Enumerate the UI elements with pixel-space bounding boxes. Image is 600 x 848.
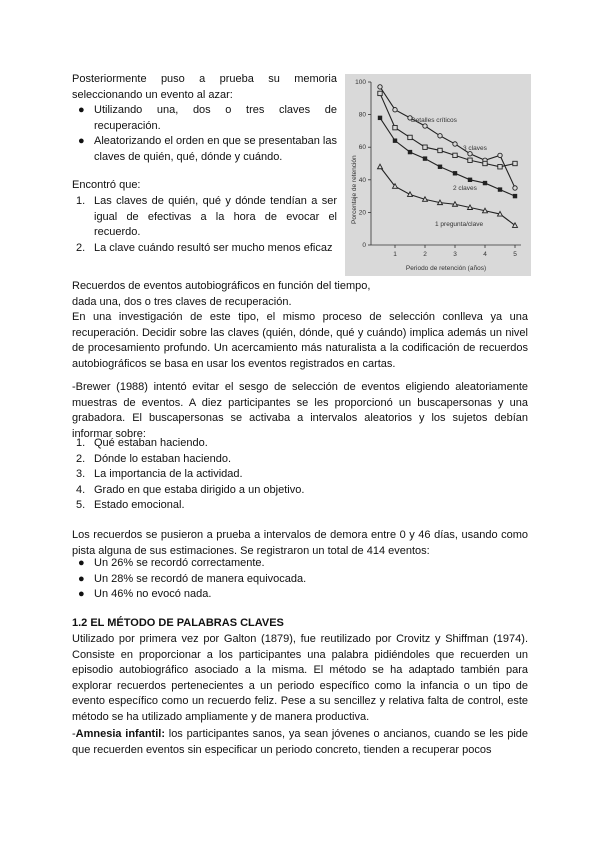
x-axis-label: Periodo de retención (años) (405, 265, 487, 272)
data-point (378, 85, 382, 89)
found-list (72, 194, 337, 256)
data-point (378, 91, 382, 95)
x-tick-label: 5 (513, 251, 517, 258)
y-tick-label: 20 (358, 209, 366, 217)
data-point (423, 197, 428, 202)
data-point (483, 208, 488, 213)
list-item: 5. Estado emocional. (76, 499, 185, 511)
list-item: 1. Las claves de quién, qué y dónde tendían a ser igual de efectivas a la hora de evocar el recuerdo. (76, 195, 337, 238)
x-tick-label: 3 (453, 251, 457, 258)
list-item: 2. La clave cuándo resultó ser mucho menos eficaz (76, 241, 333, 254)
list-item: 1. Qué estaban haciendo. (76, 437, 208, 449)
series-line-2 (380, 93, 515, 166)
series-line-1 (380, 87, 515, 188)
data-point (393, 138, 397, 142)
data-point (408, 135, 412, 139)
data-point (453, 202, 458, 207)
amnesia-term: Amnesia infantil: (75, 728, 165, 740)
y-tick-label: 40 (358, 176, 366, 184)
data-point (408, 192, 413, 197)
data-point (513, 186, 517, 190)
data-point (438, 148, 442, 152)
retention-chart-figure (345, 74, 531, 276)
data-point (378, 116, 382, 120)
results-bullet-list (72, 556, 528, 603)
list-item: 3. La importancia de la actividad. (76, 468, 243, 480)
x-tick-label: 2 (423, 251, 427, 258)
data-point (513, 161, 517, 165)
legend-label-3-claves: 3 claves (463, 145, 487, 152)
paragraph-brewer: -Brewer (1988) intentó evitar el sesgo de selección de eventos eligiendo aleatoriamente muestras de eventos. A diez participantes se les proporcionó un buscapersonas y una grabadora. El buscapersonas se activaba a intervalos aleatorios y los sujetos debían informar sobre: (72, 381, 528, 440)
list-item: ● Utilizando una, dos o tres claves de recuperación. (78, 104, 337, 132)
y-tick-label: 0 (362, 242, 366, 249)
data-point (498, 187, 502, 191)
data-point (438, 165, 442, 169)
y-tick-label: 60 (358, 144, 366, 152)
data-point (498, 165, 502, 169)
intro-bullet-list (72, 103, 337, 165)
data-point (453, 171, 457, 175)
paragraph-investigation: En una investigación de este tipo, el mismo proceso de selección conlleva ya una recuperación. Decidir sobre las claves (quién, dónde, qué y cuándo) implica además un nivel de procesamiento profundo. Un acercamiento más naturalista a la codificación de recuerdos autobiográficos se basa en usar los eventos registrados en cartas. (72, 311, 528, 370)
data-point (423, 156, 427, 160)
data-point (423, 145, 427, 149)
paragraph-method: Utilizado por primera vez por Galton (1879), fue reutilizado por Crovitz y Shiffman (1974). Consiste en proporcionar a los participantes una palabra pidiéndoles que recuerden un episodio autobiográfico asociado a la misma. El método se ha adaptado también para explorar recuerdos pertenecientes a un periodo específico como la infancia o un tipo de evento específico como un recuerdo feliz. Pese a su sencillez y relativa falta de control, este método se ha utilizado ampliamente y de manera productiva. (72, 633, 528, 723)
paragraph-amnesia: -Amnesia infantil: los participantes sanos, ya sean jóvenes o ancianos, cuando se les pide que recuerden eventos sin especificar un periodo concreto, tienden a recuperar pocos (72, 728, 529, 756)
list-item: ● Aleatorizando el orden en que se presentaban las claves de quién, qué, dónde y cuándo. (78, 135, 337, 163)
data-point (468, 158, 472, 162)
list-item: 2. Dónde lo estaban haciendo. (76, 452, 231, 465)
data-point (483, 161, 487, 165)
intro-text: Posteriormente puso a prueba su memoria seleccionando un evento al azar: (72, 73, 337, 101)
x-tick-label: 1 (393, 251, 397, 258)
legend-label-detalles: Detalles críticos (411, 117, 457, 124)
data-point (483, 181, 487, 185)
list-item: ● Un 28% se recordó de manera equivocada. (78, 572, 307, 585)
series-line-4 (380, 167, 515, 226)
legend-label-1-clave: 1 pregunta/clave (435, 221, 484, 228)
y-axis-label: Porcentaje de retención (351, 155, 358, 224)
data-point (468, 152, 472, 156)
data-point (378, 164, 383, 169)
section-heading: 1.2 EL MÉTODO DE PALABRAS CLAVES (72, 617, 284, 629)
data-point (408, 150, 412, 154)
data-point (468, 205, 473, 210)
paragraph-results: Los recuerdos se pusieron a prueba a intervalos de demora entre 0 y 46 días, usando como pista alguna de sus estimaciones. Se registraron un total de 414 eventos: (72, 529, 528, 557)
legend-label-2-claves: 2 claves (453, 185, 477, 192)
list-item: ● Un 46% no evocó nada. (78, 588, 212, 600)
list-item: 4. Grado en que estaba dirigido a un objetivo. (76, 483, 305, 496)
data-point (438, 134, 442, 138)
found-label: Encontró que: (72, 179, 141, 191)
brewer-list (72, 436, 528, 514)
data-point (393, 125, 397, 129)
data-point (423, 124, 427, 128)
list-item: ● Un 26% se recordó correctamente. (78, 557, 265, 569)
y-tick-label: 80 (358, 111, 366, 119)
y-tick-label: 100 (355, 79, 366, 86)
figure-caption: Recuerdos de eventos autobiográficos en función del tiempo, dada una, dos o tres claves de recuperación. (72, 280, 371, 308)
data-point (438, 200, 443, 205)
data-point (513, 194, 517, 198)
data-point (498, 211, 503, 216)
x-tick-label: 4 (483, 251, 487, 258)
data-point (453, 142, 457, 146)
retention-chart (345, 74, 531, 276)
data-point (393, 108, 397, 112)
data-point (498, 153, 502, 157)
data-point (453, 153, 457, 157)
data-point (468, 178, 472, 182)
